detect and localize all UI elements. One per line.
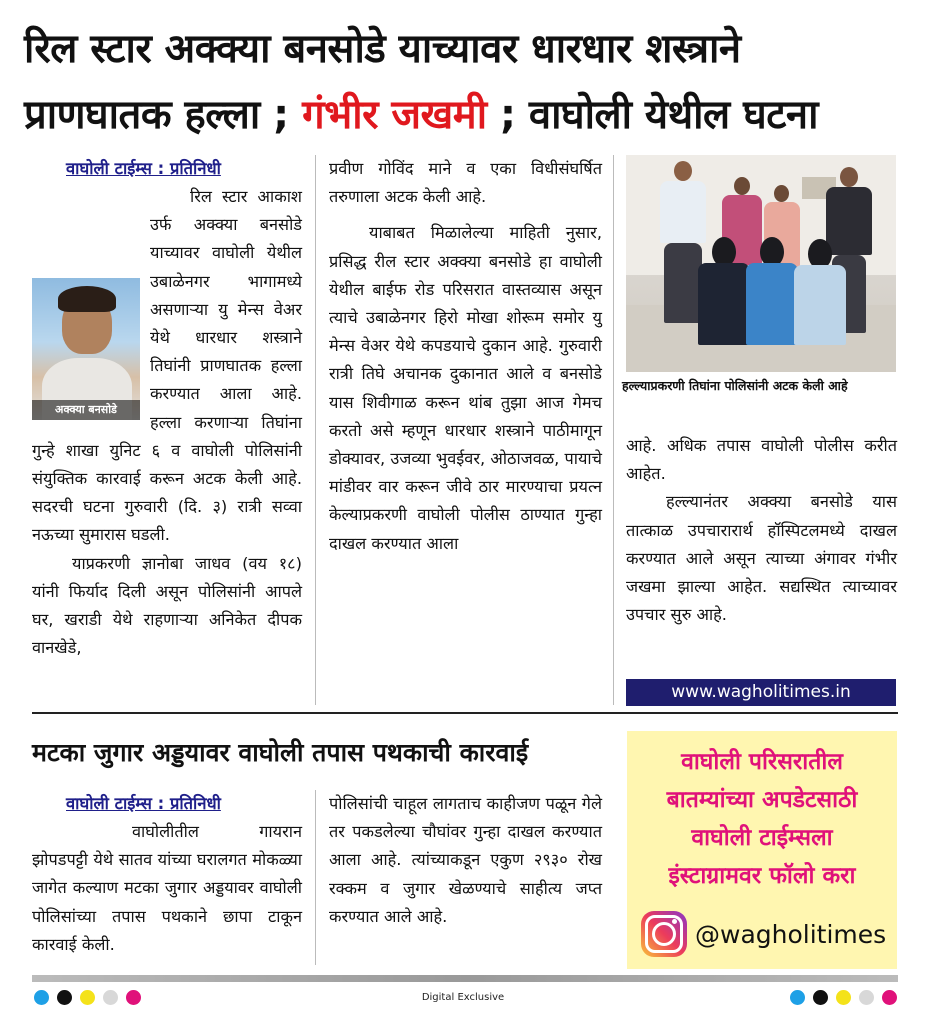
photo-figure xyxy=(746,263,798,345)
footer-label: Digital Exclusive xyxy=(421,992,505,1003)
column-divider xyxy=(613,155,614,705)
story1-paragraph: आहे. अधिक तपास वाघोली पोलीस करीत आहेत. xyxy=(626,436,897,484)
story1-column2 xyxy=(329,155,602,558)
color-registration-dots-left xyxy=(34,990,141,1005)
instagram-promo-box xyxy=(627,731,897,969)
promo-line: इंस्टाग्रामवर फॉलो करा xyxy=(668,863,856,889)
promo-line: वाघोली परिसरातील xyxy=(681,749,843,775)
photo-figure xyxy=(794,265,846,345)
registration-dot xyxy=(882,990,897,1005)
story2-column1 xyxy=(32,790,302,959)
main-headline-line2 xyxy=(24,86,904,144)
story1-paragraph: याप्रकरणी ज्ञानोबा जाधव (वय १८) यांनी फिर्याद दिली असून पोलिसांनी आपले घर, खराडी येथे राहणाऱ्या अनिकेत दीपक वानखेडे, xyxy=(32,553,302,658)
registration-dot xyxy=(57,990,72,1005)
photo-figure xyxy=(664,243,702,323)
arrest-photo xyxy=(626,155,896,372)
photo-figure xyxy=(660,181,706,243)
photo-figure-head xyxy=(734,177,750,195)
promo-line: बातम्यांच्या अपडेटसाठी xyxy=(666,787,858,813)
story2-paragraph: पोलिसांची चाहूल लागताच काहीजण पळून गेले तर पकडलेल्या चौघांवर गुन्हा दाखल करण्यात आला आहे. त्यांच्याकडून एकुण २९३० रोख रक्कम व जुगार खेळण्याचे साहीत्य जप्त करण्यात आले आहे. xyxy=(329,794,602,926)
registration-dot xyxy=(813,990,828,1005)
photo-figure-head xyxy=(674,161,692,181)
story2-headline: मटका जुगार अड्डयावर वाघोली तपास पथकाची कारवाई xyxy=(32,738,529,767)
column-divider xyxy=(315,790,316,965)
section-divider xyxy=(32,712,898,714)
headline-part2: ; वाघोली येथील घटना xyxy=(486,92,818,138)
story1-byline: वाघोली टाईम्स : प्रतिनिधी xyxy=(66,159,221,178)
registration-dot xyxy=(126,990,141,1005)
promo-text xyxy=(627,743,897,895)
registration-dot xyxy=(836,990,851,1005)
photo-figure xyxy=(826,187,872,255)
registration-dot xyxy=(859,990,874,1005)
registration-dot xyxy=(80,990,95,1005)
story1-column3 xyxy=(626,432,897,629)
story1-paragraph: याबाबत मिळालेल्या माहिती नुसार, प्रसिद्ध रील स्टार अक्क्या बनसोडे हा वाघोली येथील बाईफ रोड परिसरात वास्तव्यास असून त्याचे उबाळेनगर हिरो मोखा शोरूम समोर यु मेन्स वेअर येथे कपडयाचे दुकान आहे. गुरुवारी रात्री तिघे अचानक दुकानात आले व बनसोडे यास शिवीगाळ करून थांब तुझा आज गेमच करतो असे म्हणून धारधार शस्त्राने पाठीमागून डोक्यावर, उजव्या भुवईवर, ओठाजवळ, पायाचे मांडीवर वार करून जीवे ठार मारण्याचा प्रयत्न केल्याप्रकरणी वाघोली पोलीस ठाण्यात गुन्हा दाखल करण्यात आला xyxy=(329,223,602,553)
instagram-icon[interactable] xyxy=(641,911,687,957)
photo-figure-head xyxy=(774,185,789,202)
footer-bar xyxy=(32,975,898,982)
person-photo-caption: अक्क्या बनसोडे xyxy=(32,400,140,420)
story1-paragraph: हल्ल्यानंतर अक्क्या बनसोडे यास तात्काळ उपचारारार्थ हॉस्पिटलमध्ये दाखल करण्यात आले असून त्याच्या अंगावर गंभीर जखमा झाल्या आहेत. सद्यस्थित त्याच्यावर उपचार सुरु आहे. xyxy=(626,492,897,625)
promo-line: वाघोली टाईम्सला xyxy=(691,825,833,851)
headline-red-text: गंभीर जखमी xyxy=(302,92,487,138)
photo-figure-head xyxy=(840,167,858,187)
website-url[interactable]: www.wagholitimes.in xyxy=(626,679,896,706)
photo-figure xyxy=(698,263,750,345)
registration-dot xyxy=(34,990,49,1005)
photo-hair-shape xyxy=(58,286,116,312)
person-photo xyxy=(32,278,140,420)
story1-paragraph-text: रिल स्टार आकाश उर्फ अक्क्या बनसोडे याच्यावर वाघोली येथील उबाळेनगर भागामध्ये असणाऱ्या यु मेन्स वेअर येथे धारधार शस्त्राने तिघांनी प्राणघातक हल्ला करण्यात आला आहे. हल्ला करणाऱ्या तिघांना गुन्हे शाखा युनिट ६ व वाघोली पोलिसांनी संयुक्तिक कारवाई करून अटक केली आहे. सदरची घटना गुरुवारी (दि. ३) रात्री सव्वा नऊच्या सुमारास घडली. xyxy=(32,187,302,545)
story2-paragraph: वाघोलीतील गायरान झोपडपट्टी येथे सातव यांच्या घरालगत मोकळ्या जागेत कल्याण मटका जुगार अड्डयावर वाघोली पोलिसांच्या तपास पथकाने छापा टाकून कारवाई केली. xyxy=(32,822,302,954)
story2-byline: वाघोली टाईम्स : प्रतिनिधी xyxy=(66,794,221,813)
registration-dot xyxy=(103,990,118,1005)
headline-part1: प्राणघातक हल्ला ; xyxy=(24,92,303,138)
story1-paragraph: प्रवीण गोविंद माने व एका विधीसंघर्षित तरुणाला अटक केली आहे. xyxy=(329,159,602,207)
column-divider xyxy=(315,155,316,705)
instagram-handle[interactable]: @wagholitimes xyxy=(695,920,887,949)
main-headline-line1: रिल स्टार अक्क्या बनसोडे याच्यावर धारधार शस्त्राने xyxy=(24,26,741,72)
story2-column2 xyxy=(329,790,602,931)
registration-dot xyxy=(790,990,805,1005)
color-registration-dots-right xyxy=(790,990,897,1005)
arrest-photo-caption: हल्ल्याप्रकरणी तिघांना पोलिसांनी अटक केली आहे xyxy=(622,378,848,393)
